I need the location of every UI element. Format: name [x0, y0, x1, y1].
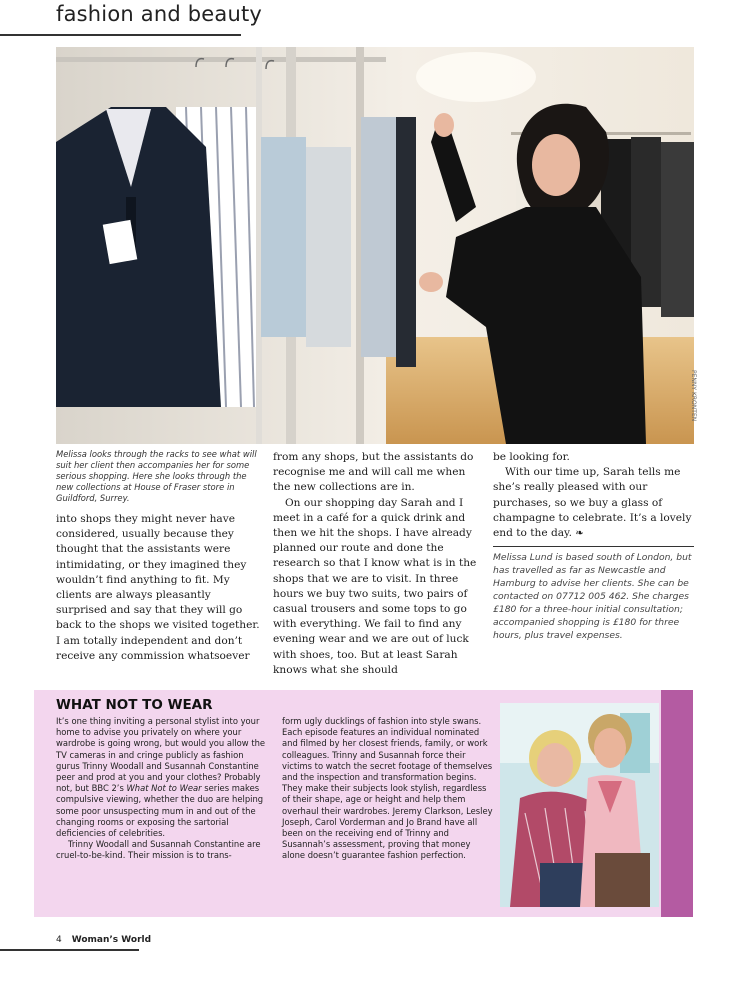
article-closing-text: With our time up, Sarah tells me she’s really pleased with our purchases, so we buy a glass of champagne to celebrate. It’s a lovely end to the day. [493, 466, 692, 540]
article-paragraph: On our shopping day Sarah and I meet in a café for a quick drink and then we hit the shops. I have already planned our route and done the research so that I know what is in the shops that we are to visit. In three hours we buy two suits, two pairs of casual trousers and some tops to go with everything. We fail to find any evening wear and we are out of luck with shoes, too. But at least Sarah knows what she should [273, 496, 477, 676]
footer-rule [0, 949, 139, 951]
sidebar-paragraph [56, 716, 269, 839]
article-paragraph: into shops they might never have considered, usually because they thought that the assistants were intimidating, or they imagined they wouldn’t find anything to fit. My clients are always pleasantly surprised and say that they will go back to the shops we visited together. I am totally independent and don’t receive any commission whatsoever [56, 513, 260, 662]
photo-credit: PENNY KRONTEN [690, 370, 697, 422]
photo-caption: Melissa looks through the racks to see what will suit her client then accompanies her for some serious shopping. Here she looks through the new collections at House of Fraser store in Guildford, Surrey. [56, 449, 257, 503]
sidebar-photo [500, 703, 659, 907]
author-bio: Melissa Lund is based south of London, but has travelled as far as Newcastle and Hamburg to advise her clients. She can be contacted on 07712 005 462. She charges £180 for a three-hour initial consultation; accompanied shopping is £180 for three hours, plus travel expenses. [493, 552, 692, 641]
sidebar-title: WHAT NOT TO WEAR [56, 697, 213, 713]
main-photo [56, 47, 694, 444]
sidebar-paragraph: Trinny Woodall and Susannah Constantine are cruel-to-be-kind. Their mission is to trans- [56, 839, 261, 861]
article-column-2 [273, 450, 482, 678]
sidebar-text: series makes compulsive viewing, whether the duo are helping some poor unsuspecting mum in and out of the changing rooms or exposing the sartorial deficiencies of celebrities. [56, 783, 264, 839]
article-column-3 [493, 450, 697, 541]
show-title: What Not to Wear [126, 783, 202, 794]
article-column-1 [56, 512, 265, 664]
section-title: fashion and beauty [56, 2, 263, 26]
article-paragraph [493, 465, 697, 541]
magazine-name: Woman’s World [71, 935, 152, 945]
bio-rule [493, 546, 694, 547]
page-number: 4 [56, 935, 62, 945]
article-paragraph: be looking for. [493, 451, 570, 463]
sidebar-column-2 [282, 716, 494, 862]
title-rule [0, 34, 241, 36]
end-mark-icon: ❧ [575, 528, 584, 540]
article-paragraph: from any shops, but the assistants do recognise me and will call me when the new collections are in. [273, 451, 474, 494]
sidebar-paragraph: form ugly ducklings of fashion into style swans. Each episode features an individual nominated and filmed by her closest friends, family, or work colleagues. Trinny and Susannah force their victims to watch the secret footage of themselves and the inspection and transformation begins. They make their subjects look stylish, regardless of their shape, age or height and help them overhaul their wardrobes. Jeremy Clarkson, Lesley Joseph, Carol Vorderman and Jo Brand have all been on the receiving end of Trinny and Susannah’s assessment, proving that money alone doesn’t guarantee fashion perfection. [282, 716, 493, 861]
sidebar-column-1 [56, 716, 269, 862]
sidebar-accent-strip [661, 690, 693, 917]
sidebar-text: It’s one thing inviting a personal stylist into your home to advise you privately on where your wardrobe is going wrong, but would you allow the TV cameras in and cringe publicly as fashion gurus Trinny Woodall and Susannah Constantine peer and prod at you and your clothes? Probably not, but BBC 2’s [56, 716, 266, 794]
page-folio [56, 935, 151, 945]
